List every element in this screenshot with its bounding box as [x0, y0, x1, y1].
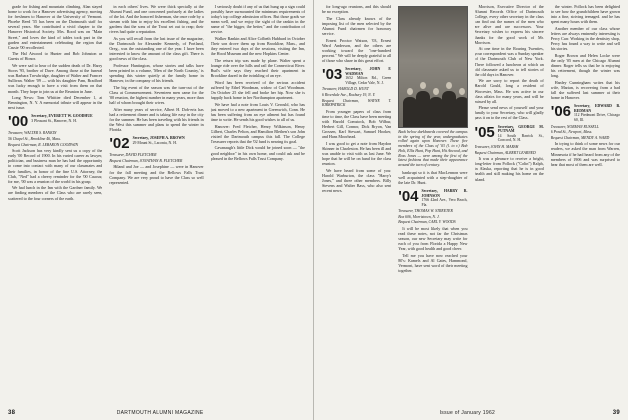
photo-face — [433, 88, 439, 95]
photo-face — [446, 82, 452, 89]
secretary-address: 112 Piedmont Drive, Chicago 60, Ill. — [574, 113, 620, 122]
photo-face — [420, 82, 426, 89]
photo-figure — [416, 91, 430, 127]
secretary-name: Secretary, JOSEPH A. BROWN — [132, 136, 185, 141]
left-footer — [8, 410, 305, 416]
secretary-block — [133, 136, 185, 145]
class-year: '03 — [322, 66, 343, 84]
class-year: '05 — [474, 123, 495, 141]
class-officer-line: Bequest Chairman, MENDY A. WARD — [550, 135, 610, 140]
secretary-address: 29 Mount St., Laconia, N. H. — [132, 140, 177, 145]
paragraph: the winter. Pollock has been delighted to see how the grandchildren have grown into a fine, striving teenaged. and he has spent many hours with them. — [550, 4, 620, 25]
secretary-block — [31, 114, 92, 123]
class-header — [398, 189, 467, 207]
photo-figure — [442, 91, 456, 127]
secretary-name: Secretary, JOHN F. WADMAN — [345, 67, 392, 76]
page-number: 39 — [612, 410, 620, 416]
paragraph: Cavanaugh's little Dick would be joined soon — "the good neighbor" in his own home, and could ask and be pleased in the Bellows Falls Trust Company. — [210, 145, 305, 161]
secretary-name: Secretary, EDWARD B. REDMAN — [574, 104, 620, 113]
page-number: 38 — [8, 410, 16, 416]
paragraph: Tell me you have now reached your 80's: Kamels and Al Gates, Hammond, Vermont, have sent word of their meeting together. — [398, 253, 468, 274]
class-officer-line: Bequest Chairman, JONATHAN B. FLETCHER — [109, 158, 183, 163]
issue-label: Issue of January 1962 — [439, 410, 496, 416]
class-officer-line: Bequest Chairman, CARL V. WOODS — [398, 220, 456, 225]
paragraph: At one time in the Roaring Twenties, your correspondent was a Sunday speaker of the Dartmouth Club of New York. There followed a luncheon at which an old classmate asked us to tell stories of the old days in Hanover. — [474, 46, 544, 77]
paragraph: Roger Brown and Helen Locke were the only '05 men at the Chicago Alumni dinner. Roger tells us that he is enjoying his retirement, though the winter was long. — [550, 52, 620, 79]
paragraph: Ernest Proctor Watson, '03, Ernest Ward Anderson, and the others are working toward the "one-hundred percent." We will be deeply grateful to all of those who share in this great effort. — [322, 37, 392, 63]
paragraph: We have heard from some of you: Harold Warburton, the class "Harry's Jones," and three other members. Billy Stevens and Walter Bass, who also sent recent news. — [322, 167, 392, 194]
paragraph: The return trip was made by plane. Walter spent a lounge ride over the hills and rail the Connecticut River. Bud's wife says they reached their apartment in Brookline dazed in the twinkling of an eye. — [210, 57, 305, 79]
paragraph: Hanover: Fred Fletcher, Henry Wilkinson, Henry Gilbert, Charles Pelton, and Hamilton Blethen's son John visited the Dartmouth campus this fall. The College Treasurer reports that the '02 fund is nearing its goal. — [210, 123, 305, 144]
photo-figure — [455, 97, 467, 127]
class-officer-line: 6 Pond St., Newport, Mass. — [550, 130, 593, 135]
text-column — [398, 4, 467, 400]
text-column — [109, 4, 203, 400]
text-column — [322, 4, 391, 400]
paragraph: After many years of service, Albert H. Dob-ertz has had a retirement dinner and is taking life easy in the city for the summer. He has been traveling with his friends in the West this summer and plans to spend the winter in Florida. — [109, 106, 204, 133]
photo-face — [407, 88, 413, 95]
photo-face — [459, 88, 465, 95]
paragraph: We are sorry to report the death of Harold Gould, long a resident of Worcester, Mass. He was active in our class affairs for many years, and will be missed by all. — [474, 78, 544, 104]
paragraph: Please send news of yourself and your family to your Secretary, who will gladly pass it on to the rest of the Class. — [474, 105, 544, 121]
photo-caption: Back below darkbeards covered the campus in the spring of the year, undergraduates rolled again upon Hanover. These five members of the Class of '03 (l. to r.) Bob Holt, Ellis Hunt, Pop Hunt, Hit Atwood, and Ross Jones — were among the first of the latest fashions that made their appearance around the turn of century. — [398, 130, 468, 167]
class-officer-line: Treasurer, NORMAN RUSSELL — [550, 124, 599, 129]
class-officer-line: Bequest Chairman, R. LEBARON GOODWIN — [8, 142, 79, 147]
text-column — [8, 4, 102, 400]
paragraph: Word has been received of the serious accident suffered by Ethel Woodman, widow of Carl Woodman. On October 25 she fell and broke her hip. Now she is happily back home in her Northampton apartment. — [210, 79, 305, 101]
paragraph: Morrison, Executive Director of the Alumni Records Office of Dartmouth College, every other secretary in the class can find out the names of the men who are alive and are successors. Your Secretary wishes to express his sincere thanks for the good work of Mr. Morrison. — [474, 4, 544, 45]
paragraph: It was a pleasure to receive a bright, long-letter from Pollock ("Colin") Ralph, in Alaska, reporting that he is in good health and still making his home on the island. — [474, 156, 544, 182]
paragraph: We had lunch in the Inn with the Gardner family. We are finding members of the Class who are rarely seen, scattered to the four corners of the earth. — [8, 185, 103, 201]
photo-figure — [429, 97, 443, 127]
secretary-address: 1766 42nd Ave., Vero Beach, Fla. — [421, 198, 468, 207]
class-officer-line: Box 606, Morristown, N. J. — [398, 214, 440, 219]
secretary-block — [422, 189, 468, 207]
class-header — [109, 136, 203, 151]
paragraph: Scott Jackson has very kindly sent us a copy of the early '00 Record of 1900. In his varied career as lawyer, politician, and business man he has had the opportunity to come into contact with many of our classmates and their families, in honor of the fine U.S. Attorney, the Club, "Ned" had a cheery reminder for the '00 Caucus; for me, '00 was a reunion of the world in his grasp. — [8, 148, 103, 184]
paragraph: Walker Rankin and Alice Colbeth Hubbard in October Their son drove them up from Brookline, Mass., and they entered two days of the sessions, visiting the Inn, the Hood Museum and the new Hopkins Center. — [210, 36, 305, 57]
paragraph: We have had a note from Louis V. Gerould, who has just moved to a new apartment in Greenwich, Conn. He has been suffering from an eye ailment but has found time to write. He sends his good wishes to all of us. — [210, 101, 305, 122]
magazine-title: DARTMOUTH ALUMNI MAGAZINE — [116, 410, 204, 416]
paragraph: I was good to get a note from Haydon Skinner in Charleston. He has been ill and was unable to visit with us last June. We hope that he will be on hand for the class reunion. — [322, 140, 392, 167]
secretary-block — [574, 104, 620, 122]
paragraph: In trying to think of some news for our readers, we asked the man from Warren, Minnesota if he had heard from any of the members of 1906 and was surprised to hear that most of them are well. — [550, 141, 620, 167]
right-columns — [322, 4, 620, 400]
class-photo — [398, 6, 467, 128]
paragraph: Long News: Tom Whittier died December 1, at Bennington, N. Y. A memorial tribute will appear in the next issue. — [8, 95, 103, 111]
paragraph: for long-ago reunions, and this should be no exception. — [322, 4, 392, 15]
secretary-block — [345, 67, 391, 85]
class-officer-line: 56 Chapel St., Brookline 46, Mass. — [8, 136, 61, 141]
paragraph: The big event of the season was the turn-out of the Class at Commencement. Seventeen men came for the '00 reunion, the highest number in many years, more than half of whom brought their wives. — [109, 84, 204, 106]
paragraph: in each others' lives. We were thick specially at the Alumni Fund, and one concerned profusely at the ladies of the lot. And the honored fisherman, she once rode by a stream with him to enjoy his excellent fishing, and the gardens that the sons of the Trout set out to reap; their rivers had quite a reputation. — [109, 4, 204, 35]
class-year: '06 — [550, 103, 572, 121]
class-header — [322, 67, 391, 85]
paragraph: Hiland and Joe — and Josephine — were in Hanover for the fall meeting and the Bellows Falls Trust Company. We are very proud to have the Class so well represented. — [109, 164, 204, 185]
paragraph: Another member of our class whose letters are always eminently interesting is Percy Carr. Working in the dentistry shop, Percy has found a way to write and sell his stories. — [550, 25, 620, 52]
paragraph: grade for fishing and mountain climbing. Alan stayed home to work for a Hanover advertising agency, moving for freshmen to Hanover at the University of Vermont. Phoebe Reed '55 has been on the Dartmouth staff for several years. She contributed a vivid chapter to the Hanover Historical Society. Mrs. Rood was on "Main Street," and loves the kind of tables took part in the garden and entertainment celebrating the region that Cassie '00 recollected. — [8, 4, 103, 50]
text-column — [551, 4, 620, 400]
text-column — [211, 4, 305, 400]
paragraph: From younger papers of class from time to time, the Class have been meeting with Harold Comstock, Bob Wilbur, Herbert Gill, Connor, Dick Bryon, Van Grossen, Karl Stewart, Samuel Hooker, and Hans Moorhead. — [322, 108, 392, 140]
class-year: '02 — [109, 135, 130, 153]
class-year: '04 — [398, 187, 419, 205]
paragraph: The Class already knows of the imposing list of the men selected by the Alumni Fund chairmen for honorary service. — [322, 15, 392, 36]
right-page — [314, 0, 628, 420]
class-officer-line: Treasurer, DAVID FLETCHER — [109, 153, 157, 158]
paragraph: Professor Huntington, whose stories and talks have been printed in a volume, 'Men of the North Country,' is spending this winter quietly at the family home in Hanover, in the company of his friends. — [109, 63, 204, 84]
right-footer — [322, 410, 620, 416]
secretary-address: 1652 Milton Rd., Green Village, Cedar Vale, N. J. — [345, 76, 392, 85]
class-officer-line: Treasurer, THOMAS W. STREETER — [398, 209, 453, 214]
class-header — [8, 114, 102, 129]
secretary-address: 14 South Barrick St., Concord, N. H. — [497, 133, 544, 143]
class-year: '00 — [8, 113, 29, 131]
class-officer-line: 6 Riverdale Ave., Roxbury 19, N. Y. — [322, 93, 376, 97]
left-columns — [8, 4, 305, 400]
class-header — [551, 104, 620, 122]
class-officer-line: Bequest Chairman, WAYNE T. KIRKPATRICK — [322, 98, 392, 108]
secretary-name: Secretary, EVERETT W. GOODHUE — [31, 114, 93, 119]
paragraph: Hanley Cunningham writes that his wife, Marian, is recovering from a bad fall she suffered last summer at their home in Hanover. — [550, 79, 620, 101]
paragraph: It will be most likely that when you read these notes, not far the Christmas season, our new Secretary may write for each of you from Florida a Happy New Year, with good health and good cheer. — [398, 226, 468, 252]
paragraph: bankrupt so it is that MacLennon were well acquainted with a step-daughter of the late Dr. Hunt. — [398, 169, 468, 185]
paragraph: We were sad to hear of the sudden death of Dr. Harry Storrs '95, brother of Dave. Among those at the funeral was Barbara Trowbridge, daughter of Walter and Frances Sullivan. Walter '09 — with his daughter Pam, Bradford was lucky enough to have a visit from them on that month. They hope to join us at the Reunion in June. — [8, 63, 103, 94]
class-header — [475, 125, 544, 143]
secretary-address: 3 Pleasant St., Hanover, N. H. — [31, 118, 77, 123]
class-officer-line: Bequest Chairman, ALBERT LEARNED — [474, 150, 536, 155]
photo-figure — [403, 97, 417, 127]
paragraph: I seriously doubt if any of us that hung up a sign could possibly have surmounted the minimum requirements of today's top college admission offices. But those grads we mean well, and we enjoy the sight of the rankin in the name of "the bigger, the better," and the contribution of service. — [210, 4, 305, 35]
paragraph: The Hal Atwood to Hunter and Bob Johnston as Guests of Honor. — [8, 51, 103, 62]
secretary-name: Secretary, GEORGE M. PUTNAM — [497, 124, 544, 134]
paragraph: As you will recall from the last issue of the magazine, the Dartmouth for Alexander Kennedy, of Portland, Oreg., was the outstanding one of the year. I have been interested to know the amount of the class gift. There is good news of the class. — [109, 36, 204, 62]
secretary-name: Secretary, HARRY R. JOHNSON — [421, 188, 468, 198]
text-column — [475, 4, 544, 400]
class-officer-line: Treasurer, WALTER S. RANKIN — [8, 131, 57, 136]
class-officer-line: Treasurer, JOHN H. MARSH — [474, 144, 519, 149]
class-officer-line: Treasurer, HAROLD D. HUNT — [322, 87, 369, 92]
secretary-block — [498, 125, 544, 143]
